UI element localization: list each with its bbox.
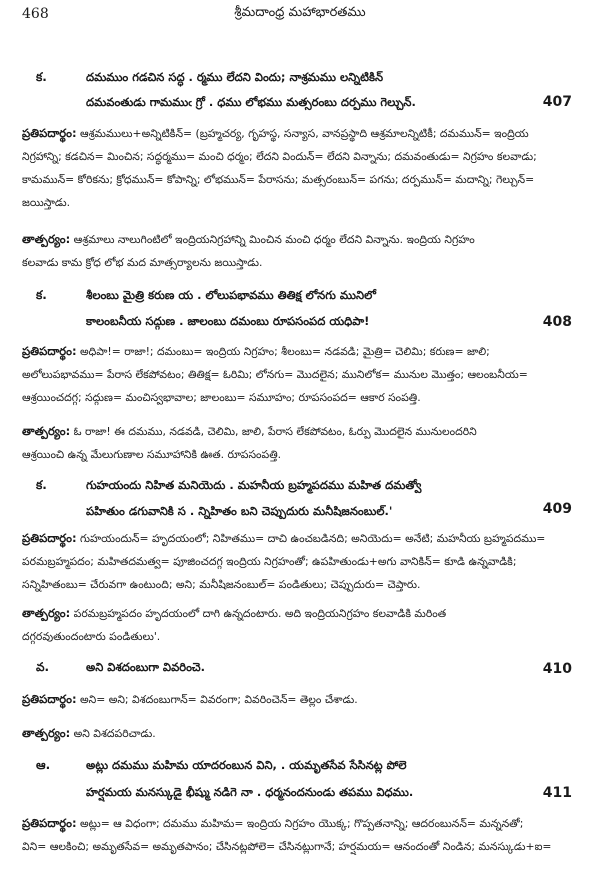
verse-meter: ఆ. — [36, 758, 51, 772]
gloss-text: అలోలుపభావము= పేరాస లేకపోవటం; తితిక్ష= ఓరిమి; లోనగు= మొదలైన; మునిలోక= మునుల మొత్తం; ఆలంబనీయ= — [22, 368, 528, 381]
meaning-text: అని విశదపరిచాడు. — [73, 727, 156, 740]
pratipadartham-label: ప్రతిపదార్థం: — [22, 816, 77, 830]
verse-410 — [0, 660, 600, 682]
verse-number: 411 — [542, 785, 572, 801]
gloss-text: అని= అని; విశదంబుగాన్= వివరంగా; వివరించెన్= తెల్లం చేశాడు. — [80, 693, 358, 706]
tatparyam-label: తాత్పర్యం: — [22, 606, 71, 620]
page-header — [0, 0, 600, 44]
gloss-text: విని= ఆలకించి; అమృతసేవ= అమృతపానం; చేసినట్లపోలె= చేసినట్లుగానే; హర్షమయ= ఆనందంతో నిండిన; మనస్కుడు+ఐ= — [22, 840, 552, 853]
verse-line: కాలంబనీయ సద్గుణ . జాలంబు దమంబు రూపసంపద యధిపా! — [86, 314, 370, 328]
gloss-text: ఆశ్రమములు+అన్నిటికిన్= (బ్రహ్మచర్య, గృహస్థ, సన్యాస, వానప్రస్థాది ఆశ్రమాలన్నిటికీ; దమమున్= ఇంద్రియ — [80, 127, 529, 140]
book-title: శ్రీమదాంధ్ర మహాభారతము — [234, 5, 366, 20]
meaning-text: ఓ రాజా! ఈ దమము, నడవడి, చెలిమి, జాలి, పేరాస లేకపోవటం, ఓర్పు మొదలైన మునులందరిని — [73, 425, 477, 438]
meaning-text: కలవాడు కామ క్రోధ లోభ మద మాత్సర్యాలను జయిస్తాడు. — [22, 256, 263, 269]
verse-line: దమవంతుడు గామముఁ గ్రో . ధము లోభము మత్సరంబు దర్పము గెల్చున్. — [86, 95, 416, 109]
verse-line: గుహయందు నిహిత మనియెదు . మహనీయ బ్రహ్మపదము మహిత దమత్వో — [86, 478, 422, 492]
verse-number: 408 — [542, 314, 572, 330]
verse-line: శీలంబు మైత్రి కరుణ య . లోలుపభావము తితిక్ష లోనగు మునిలో — [86, 288, 376, 302]
verse-line: అని విశదంబుగా వివరించె. — [86, 660, 206, 674]
meaning-text: ఆశ్రమాలు నాలుగింటిలో ఇంద్రియనిగ్రహాన్ని మించిన మంచి ధర్మం లేదని విన్నాను. ఇంద్రియ నిగ్రహం — [73, 233, 475, 246]
pratipadartham-411 — [22, 812, 578, 858]
verse-409 — [0, 474, 600, 518]
meaning-text: దగ్గరవుతుందంటారు పండితులు'. — [22, 630, 161, 643]
pratipadartham-409 — [22, 527, 578, 596]
pratipadartham-label: ప్రతిపదార్థం: — [22, 344, 77, 358]
verse-number: 409 — [542, 501, 572, 517]
gloss-text: పరమబ్రహ్మపదం; మహితదమత్వ= పూజించదగ్గ ఇంద్రియ నిగ్రహంతో; ఉపహితుండు+అగు వానికిన్= కూడి ఉన్నవాడికి; — [22, 555, 517, 568]
gloss-text: కామమున్= కోరికను; క్రోధమున్= కోపాన్ని; లోభమున్= పేరాసను; మత్సరంబున్= పగను; దర్పమున్= మదాన్ని; గెల్చున్= — [22, 173, 535, 186]
pratipadartham-label: ప్రతిపదార్థం: — [22, 531, 77, 545]
verse-line: దమముం గడచిన సద్ధ . ర్మము లేదని విందు; నాశ్రమము లన్నిటికిన్ — [86, 70, 384, 84]
verse-number: 407 — [542, 94, 572, 110]
page-number: 468 — [22, 6, 49, 22]
verse-411 — [0, 758, 600, 802]
verse-meter: వ. — [36, 660, 50, 674]
gloss-text: ఆశ్రయించదగ్గ; సద్గుణ= మంచిస్వభావాల; జాలంబు= సమూహం; రూపసంపద= ఆకార సంపత్తి. — [22, 391, 421, 404]
pratipadartham-407 — [22, 122, 578, 214]
pratipadartham-label: ప్రతిపదార్థం: — [22, 126, 77, 140]
gloss-text: జయిస్తాడు. — [22, 196, 71, 209]
tatparyam-407 — [22, 228, 578, 274]
tatparyam-label: తాత్పర్యం: — [22, 232, 71, 246]
gloss-text: అట్లు= ఆ విధంగా; దమము మహిమ= ఇంద్రియ నిగ్రహం యొక్క; గొప్పతనాన్ని; ఆదరంబునన్= మన్ననతో; — [80, 817, 524, 830]
verse-line: అట్లు దమము మహిమ యాదరంబున విని, . యమృతసేవ సేసినట్ల పోలె — [86, 758, 407, 772]
verse-number: 410 — [542, 661, 572, 677]
verse-meter: క. — [36, 478, 47, 492]
tatparyam-409 — [22, 602, 578, 648]
pratipadartham-label: ప్రతిపదార్థం: — [22, 692, 77, 706]
verse-line: హర్షమయ మనస్కుడై భీష్ము నడిగె నా . ధర్మనందనుండు తపము విధము. — [86, 785, 414, 799]
pratipadartham-410 — [22, 688, 578, 711]
verse-line: పహితుం డగువానికి స . న్నిహితం బని చెప్పుదురు మనీషిజనంబుల్.' — [86, 504, 393, 518]
verse-meter: క. — [36, 70, 47, 84]
meaning-text: ఆశ్రయించి ఉన్న మేలుగుణాల సమూహానికి ఊత. రూపసంపత్తి. — [22, 448, 282, 461]
tatparyam-410 — [22, 722, 578, 745]
pratipadartham-408 — [22, 340, 578, 409]
verse-407 — [0, 68, 600, 108]
gloss-text: అధిపా!= రాజా!; దమంబు= ఇంద్రియ నిగ్రహం; శీలంబు= నడవడి; మైత్రి= చెలిమి; కరుణ= జాలి; — [80, 345, 490, 358]
tatparyam-label: తాత్పర్యం: — [22, 726, 71, 740]
verse-meter: క. — [36, 288, 47, 302]
gloss-text: నిగ్రహాన్ని; కడచిన= మించిన; సద్ధర్మము= మంచి ధర్మం; లేదని విందున్= లేదని విన్నాను; దమవంతుడు= నిగ్రహం కలవాడు; — [22, 150, 537, 163]
gloss-text: గుహయందున్= హృదయంలో; నిహితము= దాచి ఉంచబడినది; అనియెదు= అనేటి; మహనీయ బ్రహ్మపదము= — [80, 532, 546, 545]
gloss-text: సన్నిహితంబు= చేరువగా ఉంటుంది; అని; మనీషిజనంబుల్= పండితులు; చెప్పుదురు= చెప్తారు. — [22, 578, 421, 591]
tatparyam-408 — [22, 420, 578, 466]
tatparyam-label: తాత్పర్యం: — [22, 424, 71, 438]
meaning-text: పరమబ్రహ్మపదం హృదయంలో దాగి ఉన్నదంటారు. అది ఇంద్రియనిగ్రహం కలవాడికి మరింత — [73, 607, 447, 620]
verse-408 — [0, 286, 600, 330]
